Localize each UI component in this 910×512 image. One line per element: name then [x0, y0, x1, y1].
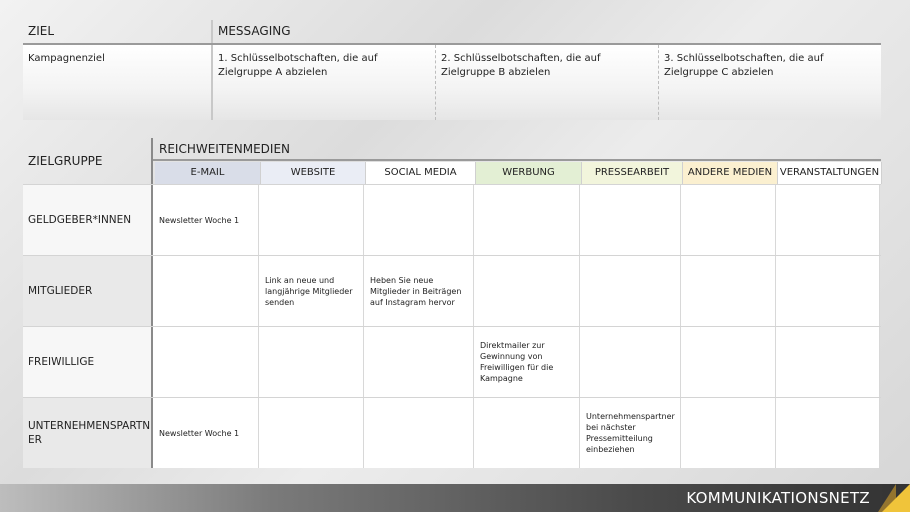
- table-cell: [681, 327, 776, 397]
- table-cell: Direktmailer zur Gewinnung von Freiwilligen für die Kampagne: [474, 327, 580, 397]
- table-cell: Unternehmenspartner bei nächster Pressemitteilung einbeziehen: [580, 398, 681, 468]
- goal-messaging-table: [23, 20, 881, 120]
- table-cell: [364, 398, 474, 468]
- audience-rows: [23, 184, 881, 468]
- table-cell: [474, 398, 580, 468]
- column-header-email: E-MAIL: [155, 162, 261, 184]
- table-cell: [580, 327, 681, 397]
- ziel-header: ZIEL: [23, 20, 213, 43]
- message-cell-b: 2. Schlüsselbotschaften, die auf Zielgruppe B abzielen: [436, 45, 659, 120]
- table-cell: [259, 327, 364, 397]
- footer-title: KOMMUNIKATIONSNETZ: [686, 489, 870, 507]
- table-cell: [259, 185, 364, 255]
- table-cell: [776, 185, 880, 255]
- table-cell: Newsletter Woche 1: [153, 185, 259, 255]
- column-header-social-media: SOCIAL MEDIA: [366, 162, 476, 184]
- table-cell: [681, 398, 776, 468]
- table-cell: Link an neue und langjährige Mitglieder senden: [259, 256, 364, 326]
- campaign-goal-cell: Kampagnenziel: [23, 45, 213, 120]
- row-label-geldgeber: GELDGEBER*INNEN: [23, 185, 153, 255]
- table-cell: [681, 256, 776, 326]
- row-label-mitglieder: MITGLIEDER: [23, 256, 153, 326]
- column-header-andere-medien: ANDERE MEDIEN: [683, 162, 778, 184]
- message-cell-a: 1. Schlüsselbotschaften, die auf Zielgruppe A abzielen: [213, 45, 436, 120]
- table-row: [23, 397, 881, 468]
- table-cell: [681, 185, 776, 255]
- accent-stripe: [882, 484, 910, 512]
- table-cell: [153, 327, 259, 397]
- column-header-werbung: WERBUNG: [476, 162, 582, 184]
- table-row: [23, 184, 881, 255]
- table-cell: [474, 185, 580, 255]
- column-header-pressearbeit: PRESSEARBEIT: [582, 162, 683, 184]
- table-cell: Heben Sie neue Mitglieder in Beiträgen auf Instagram hervor: [364, 256, 474, 326]
- table-cell: [580, 256, 681, 326]
- row-label-unternehmenspartner: UNTERNEHMENSPARTNER: [23, 398, 153, 468]
- table-row: [23, 326, 881, 397]
- reichweitenmedien-header: REICHWEITENMEDIEN: [153, 138, 881, 161]
- zielgruppe-header: ZIELGRUPPE: [23, 138, 153, 184]
- table-cell: [364, 185, 474, 255]
- column-header-website: WEBSITE: [261, 162, 366, 184]
- table-row: [23, 255, 881, 326]
- goal-messaging-header: [23, 20, 881, 45]
- table-cell: [580, 185, 681, 255]
- table-cell: Newsletter Woche 1: [153, 398, 259, 468]
- row-label-freiwillige: FREIWILLIGE: [23, 327, 153, 397]
- footer-bar: [0, 484, 910, 512]
- messaging-header: MESSAGING: [218, 24, 291, 38]
- media-column-headers: [155, 162, 882, 184]
- table-cell: [776, 256, 880, 326]
- message-cell-c: 3. Schlüsselbotschaften, die auf Zielgruppe C abzielen: [659, 45, 881, 120]
- column-header-veranstaltungen: VERANSTALTUNGEN: [778, 162, 882, 184]
- table-cell: [776, 398, 880, 468]
- table-cell: [776, 327, 880, 397]
- goal-messaging-body: [23, 45, 881, 120]
- table-cell: [474, 256, 580, 326]
- table-cell: [153, 256, 259, 326]
- table-cell: [364, 327, 474, 397]
- table-cell: [259, 398, 364, 468]
